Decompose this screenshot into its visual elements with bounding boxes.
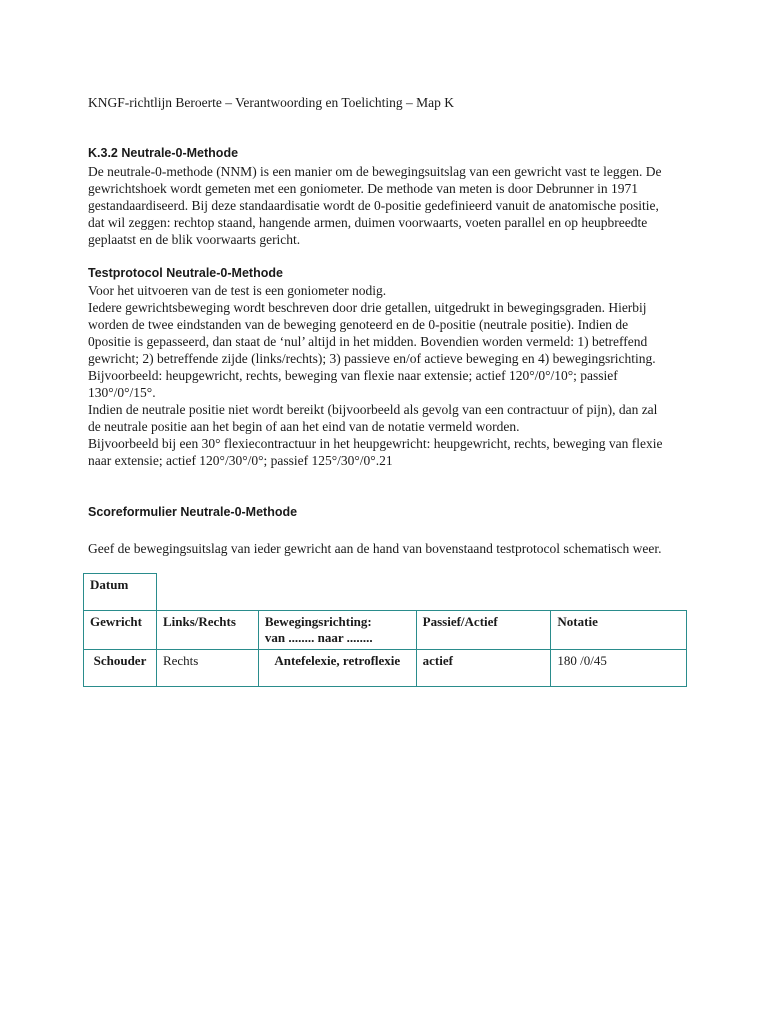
text-line: 130°/0°/15°. — [88, 385, 156, 400]
table-header-row — [84, 611, 687, 650]
text-line: Voor het uitvoeren van de test is een goniometer nodig. — [88, 283, 387, 298]
text-line: naar extensie; actief 120°/30°/0°; passief 125°/30°/0°.21 — [88, 453, 393, 468]
text-line: Iedere gewrichtsbeweging wordt beschreven door drie getallen, uitgedrukt in bewegingsgraden. Hierbij — [88, 300, 647, 315]
text-line: Bijvoorbeeld: heupgewricht, rechts, beweging van flexie naar extensie; actief 120°/0°/10°; passief — [88, 368, 618, 383]
datum-label: Datum — [84, 574, 157, 611]
text-line: dat wil zeggen: rechtop staand, hangende armen, duimen voorwaarts, voeten parallel en op heupbreedte — [88, 215, 648, 230]
text-line: de neutrale positie aan het begin of aan het eind van de notatie vermeld worden. — [88, 419, 520, 434]
section-title-testprotocol: Testprotocol Neutrale-0-Methode — [88, 266, 283, 280]
text-line: geplaatst en de blik voorwaarts gericht. — [88, 232, 301, 247]
section-title-scoreformulier: Scoreformulier Neutrale-0-Methode — [88, 505, 298, 519]
text-line: Geef de bewegingsuitslag van ieder gewricht aan de hand van bovenstaand testprotocol schematisch weer. — [88, 541, 662, 556]
header-bewegingsrichting-line2: van ........ naar ........ — [264, 630, 373, 645]
text-line: gewricht; 2) betreffende zijde (links/rechts); 3) passieve en/of actieve beweging en 4) bewegingsrichting. — [88, 351, 656, 366]
header-bewegingsrichting-line1: Bewegingsrichting: — [264, 614, 372, 629]
datum-empty-cell — [156, 574, 686, 611]
section-title-neutrale-0-methode: K.3.2 Neutrale-0-Methode — [88, 146, 239, 160]
paragraph-testprotocol — [88, 282, 688, 469]
cell-passief-actief: actief — [416, 650, 551, 687]
header-notatie: Notatie — [551, 611, 687, 650]
document-header: KNGF-richtlijn Beroerte – Verantwoording en Toelichting – Map K — [88, 95, 454, 110]
cell-links-rechts: Rechts — [156, 650, 258, 687]
table-row-datum — [84, 574, 687, 611]
scoreformulier-intro — [88, 540, 688, 557]
header-gewricht: Gewricht — [84, 611, 157, 650]
table-row — [84, 650, 687, 687]
scoreformulier-table — [83, 573, 687, 687]
cell-notatie: 180 /0/45 — [551, 650, 687, 687]
cell-gewricht: Schouder — [84, 650, 157, 687]
text-line: gewrichtshoek wordt gemeten met een goniometer. De methode van meten is door Debrunner in 1971 — [88, 181, 638, 196]
text-line: 0positie is gepasseerd, dan staat de ‘nul’ altijd in het midden. Bovendien worden vermeld: 1) betreffend — [88, 334, 648, 349]
text-line: Bijvoorbeeld bij een 30° flexiecontractuur in het heupgewricht: heupgewricht, rechts, beweging van flexie — [88, 436, 663, 451]
cell-bewegingsrichting: Antefelexie, retroflexie — [258, 650, 416, 687]
header-bewegingsrichting — [258, 611, 416, 650]
header-links-rechts: Links/Rechts — [156, 611, 258, 650]
text-line: worden de twee eindstanden van de beweging genoteerd en de 0-positie (neutrale positie). Indien de — [88, 317, 629, 332]
text-line: gestandaardiseerd. Bij deze standaardisatie wordt de 0-positie gedefinieerd vanuit de anatomische positie, — [88, 198, 659, 213]
paragraph-neutrale-0-methode — [88, 163, 688, 248]
header-passief-actief: Passief/Actief — [416, 611, 551, 650]
text-line: Indien de neutrale positie niet wordt bereikt (bijvoorbeeld als gevolg van een contractuur of pijn), dan zal — [88, 402, 658, 417]
text-line: De neutrale-0-methode (NNM) is een manier om de bewegingsuitslag van een gewricht vast te leggen. De — [88, 164, 662, 179]
